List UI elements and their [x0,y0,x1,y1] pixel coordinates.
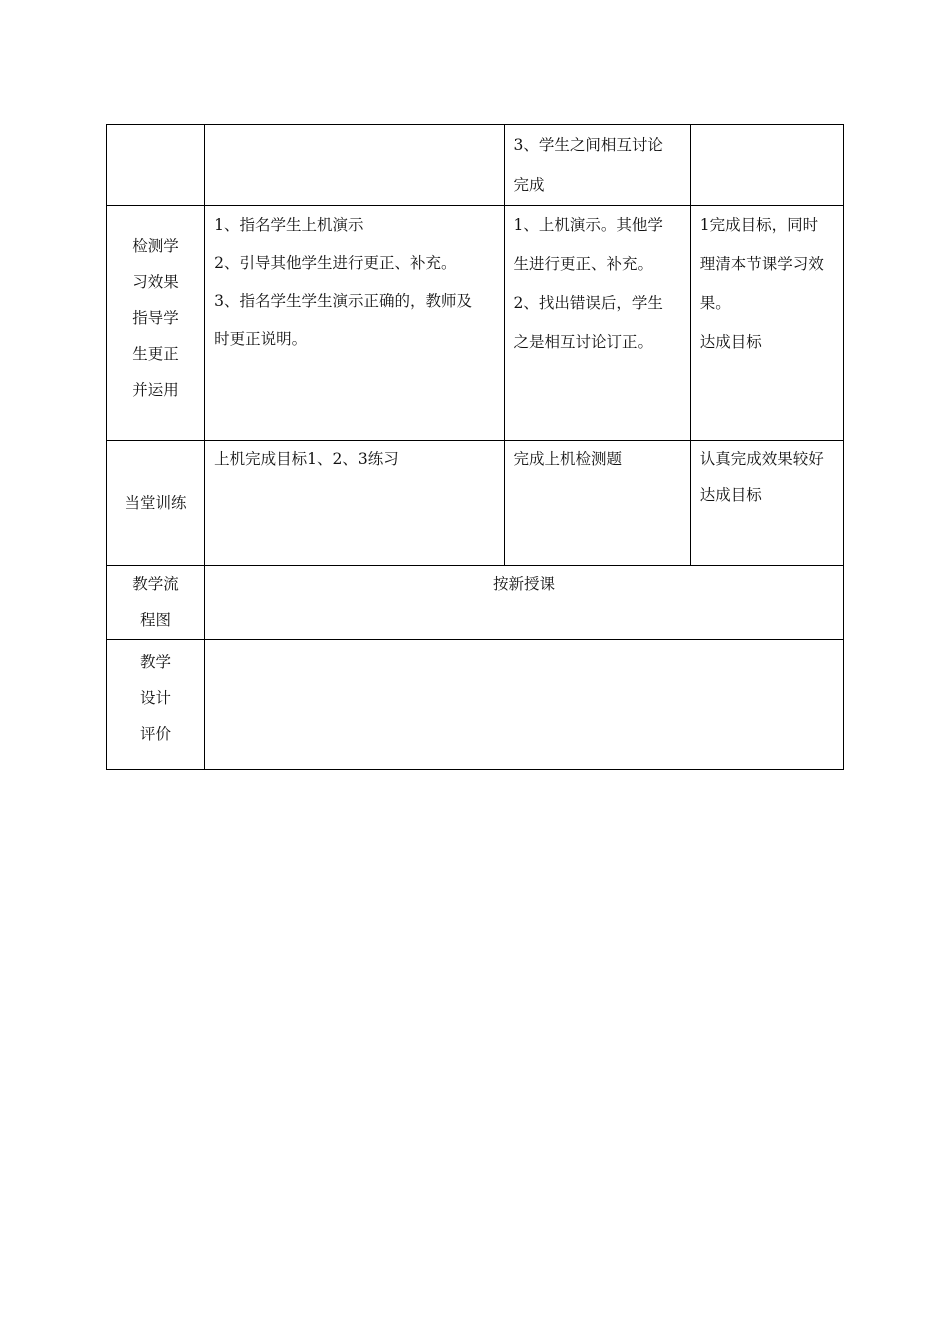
label-cell [107,640,205,770]
label-line: 教学 [140,653,172,671]
flowchart-cell [205,566,844,640]
text-line: 认真完成效果较好 [699,450,824,468]
text-line: 达成目标 [699,333,762,351]
text-line: 2、引导其他学生进行更正、补充。 [214,254,457,272]
text-line: 1完成目标，同时 [699,216,819,234]
teacher-activity-cell [205,441,504,566]
lesson-plan-table [106,124,844,770]
text-line: 完成 [513,176,545,194]
table-row [107,125,844,206]
text-line: 理清本节课学习效 [699,255,824,273]
label-line: 设计 [140,689,172,707]
label-line: 程图 [140,611,172,629]
text-line: 2、找出错误后，学生 [513,294,663,312]
student-activity-cell [504,206,690,441]
text-line: 按新授课 [493,575,556,593]
label-line: 并运用 [132,381,179,399]
label-line: 指导学 [132,309,179,327]
label-line: 评价 [140,725,172,743]
label-line: 检测学 [132,237,179,255]
text-line: 生进行更正、补充。 [513,255,654,273]
goal-cell [690,206,843,441]
label-line: 习效果 [132,273,179,291]
text-line: 果。 [699,294,731,312]
text-line: 达成目标 [699,486,762,504]
label-line: 当堂训练 [124,494,187,512]
text-line: 时更正说明。 [214,330,308,348]
text-line: 1、上机演示。其他学 [513,216,663,234]
label-line: 教学流 [132,575,179,593]
text-line: 之是相互讨论订正。 [513,333,654,351]
label-cell [107,441,205,566]
label-cell [107,206,205,441]
goal-cell [690,125,843,206]
student-activity-cell [504,125,690,206]
teacher-activity-cell [205,125,504,206]
table-row [107,206,844,441]
text-line: 完成上机检测题 [513,450,623,468]
label-cell [107,566,205,640]
table-row [107,441,844,566]
text-line: 3、指名学生学生演示正确的，教师及 [214,292,472,310]
label-cell [107,125,205,206]
goal-cell [690,441,843,566]
text-line: 1、指名学生上机演示 [214,216,364,234]
text-line: 3、学生之间相互讨论 [513,136,663,154]
label-line: 生更正 [132,345,179,363]
teacher-activity-cell [205,206,504,441]
text-line: 上机完成目标1、2、3练习 [214,450,399,468]
evaluation-cell [205,640,844,770]
student-activity-cell [504,441,690,566]
table-row [107,640,844,770]
table-row [107,566,844,640]
